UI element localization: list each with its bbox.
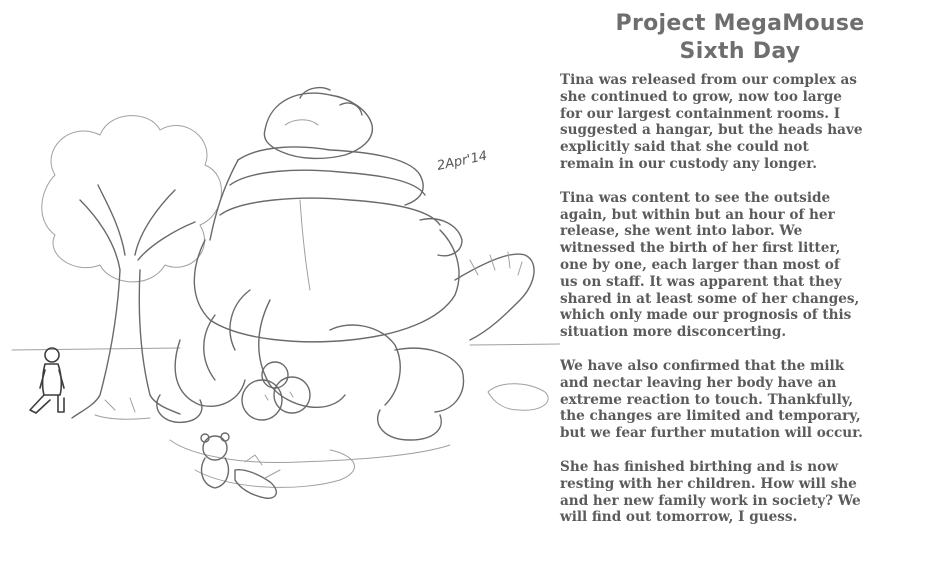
title-line-1: Project MegaMouse [615, 11, 865, 36]
horizon-line [12, 344, 560, 350]
artist-signature: 2Apr'14 [435, 148, 489, 174]
story-paragraph: Tina was content to see the outside again, but within but an hour of her release, she went into labor. We witnessed the birth of her first litter, one by one, each larger than most of us on staff. It was apparent that they shared in at least some of her changes, which only made our prognosis of this situation more disconcerting. [560, 189, 860, 341]
story-paragraph: Tina was released from our complex as she continued to grow, now too large for our largest containment rooms. I suggested a hangar, but the heads have explicitly said that she could not remain in our custody any longer. [560, 72, 863, 172]
page-title [560, 10, 920, 66]
tree-drawing [42, 116, 222, 420]
story-text-column [560, 10, 920, 543]
title-line-2: Sixth Day [679, 39, 801, 64]
small-person-drawing [30, 348, 64, 413]
teddy-bear-drawing [201, 433, 280, 498]
giant-mouse-drawing [157, 88, 548, 488]
story-paragraph: She has finished birthing and is now resting with her children. How will she and her new family work in society? We will find out tomorrow, I guess. [560, 458, 861, 526]
story-body [560, 72, 920, 526]
story-paragraph: We have also confirmed that the milk and nectar leaving her body have an extreme reaction to touch. Thankfully, the changes are limited and temporary, but we fear further mutation will occur. [560, 357, 863, 442]
